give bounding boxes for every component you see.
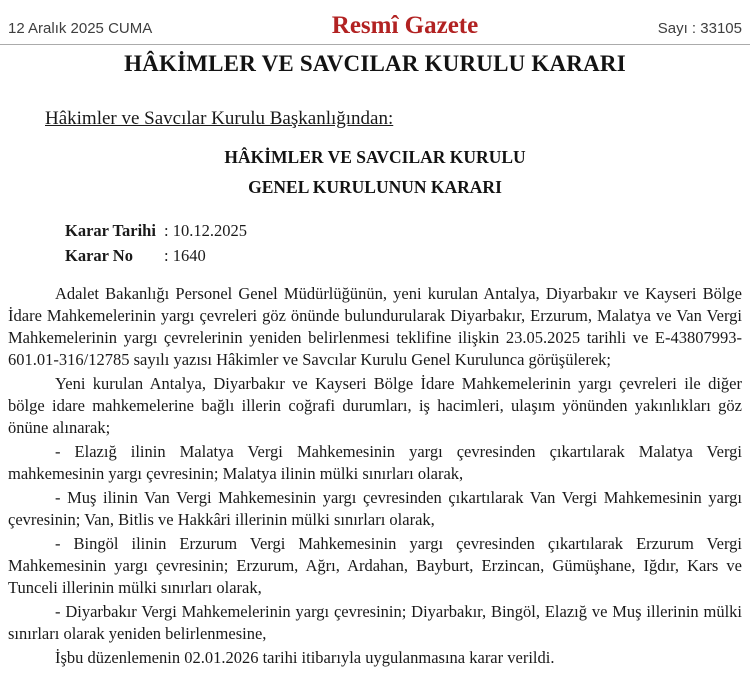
decision-subtitle xyxy=(0,142,750,202)
body-paragraph: İşbu düzenlemenin 02.01.2026 tarihi itibarıyla uygulanmasına karar verildi. xyxy=(55,647,555,667)
masthead-title: Resmî Gazete xyxy=(331,12,479,39)
masthead-issue-number: Sayı : 33105 xyxy=(657,20,742,37)
body-paragraph: - Bingöl ilinin Erzurum Vergi Mahkemesinin yargı çevresinden çıkartılarak Erzurum Vergi Mahkemesinin yargı çevresinin; Erzurum, Ağrı, Ardahan, Bayburt, Erzincan, Gümüşhane, Iğdır, Kars ve Tunceli illerinin mülki sınırları olarak, xyxy=(8,533,742,597)
decision-subtitle-line2: GENEL KURULUNUN KARARI xyxy=(248,176,502,197)
body-paragraph: Yeni kurulan Antalya, Diyarbakır ve Kayseri Bölge İdare Mahkemelerinin yargı çevreleri ile diğer bölge idare mahkemelerine bağlı illerin coğrafi durumları, iş hacimleri, ulaşım yönünden yakınlıkları göz önüne alınarak; xyxy=(8,373,742,437)
body-paragraph: - Elazığ ilinin Malatya Vergi Mahkemesinin yargı çevresinden çıkartılarak Malatya Vergi mahkemesinin yargı çevresinin; Malatya ilinin mülki sınırları olarak, xyxy=(8,441,742,483)
body-paragraph: - Diyarbakır Vergi Mahkemelerinin yargı çevresinin; Diyarbakır, Bingöl, Elazığ ve Muş illerinin mülki sınırları olarak yeniden belirlenmesine, xyxy=(8,601,742,643)
decision-number-value: : 1640 xyxy=(164,245,206,265)
decision-date-row xyxy=(65,218,750,243)
masthead-date: 12 Aralık 2025 CUMA xyxy=(8,20,153,37)
issuing-authority-line xyxy=(45,108,750,130)
decision-body xyxy=(8,283,742,669)
masthead-divider xyxy=(0,44,750,45)
body-paragraph: Adalet Bakanlığı Personel Genel Müdürlüğünün, yeni kurulan Antalya, Diyarbakır ve Kayseri Bölge İdare Mahkemelerinin yargı çevreleri göz önünde bulundurularak Diyarbakır, Erzurum, Malatya ve Van Vergi Mahkemelerinin yargı çevrelerinin yeniden belirlenmesi teklifine ilişkin 23.05.2025 tarihli ve E-43807993-601.01-316/12785 sayılı yazısı Hâkimler ve Savcılar Kurulu Genel Kurulunca görüşülerek; xyxy=(8,283,742,369)
decision-date-value: : 10.12.2025 xyxy=(164,220,247,240)
main-title: HÂKİMLER VE SAVCILAR KURULU KARARI xyxy=(124,50,626,76)
decision-number-label: Karar No xyxy=(65,245,133,265)
decision-number-row xyxy=(65,243,750,268)
body-paragraph: - Muş ilinin Van Vergi Mahkemesinin yargı çevresinden çıkartılarak Van Vergi Mahkemesinin yargı çevresinin; Van, Bitlis ve Hakkâri illerinin mülki sınırları olarak, xyxy=(8,487,742,529)
decision-subtitle-line1: HÂKİMLER VE SAVCILAR KURULU xyxy=(224,146,526,167)
decision-meta-block xyxy=(65,218,750,268)
issuing-authority-text: Hâkimler ve Savcılar Kurulu Başkanlığından: xyxy=(45,107,394,129)
masthead xyxy=(0,0,750,44)
decision-date-label: Karar Tarihi xyxy=(65,220,156,240)
